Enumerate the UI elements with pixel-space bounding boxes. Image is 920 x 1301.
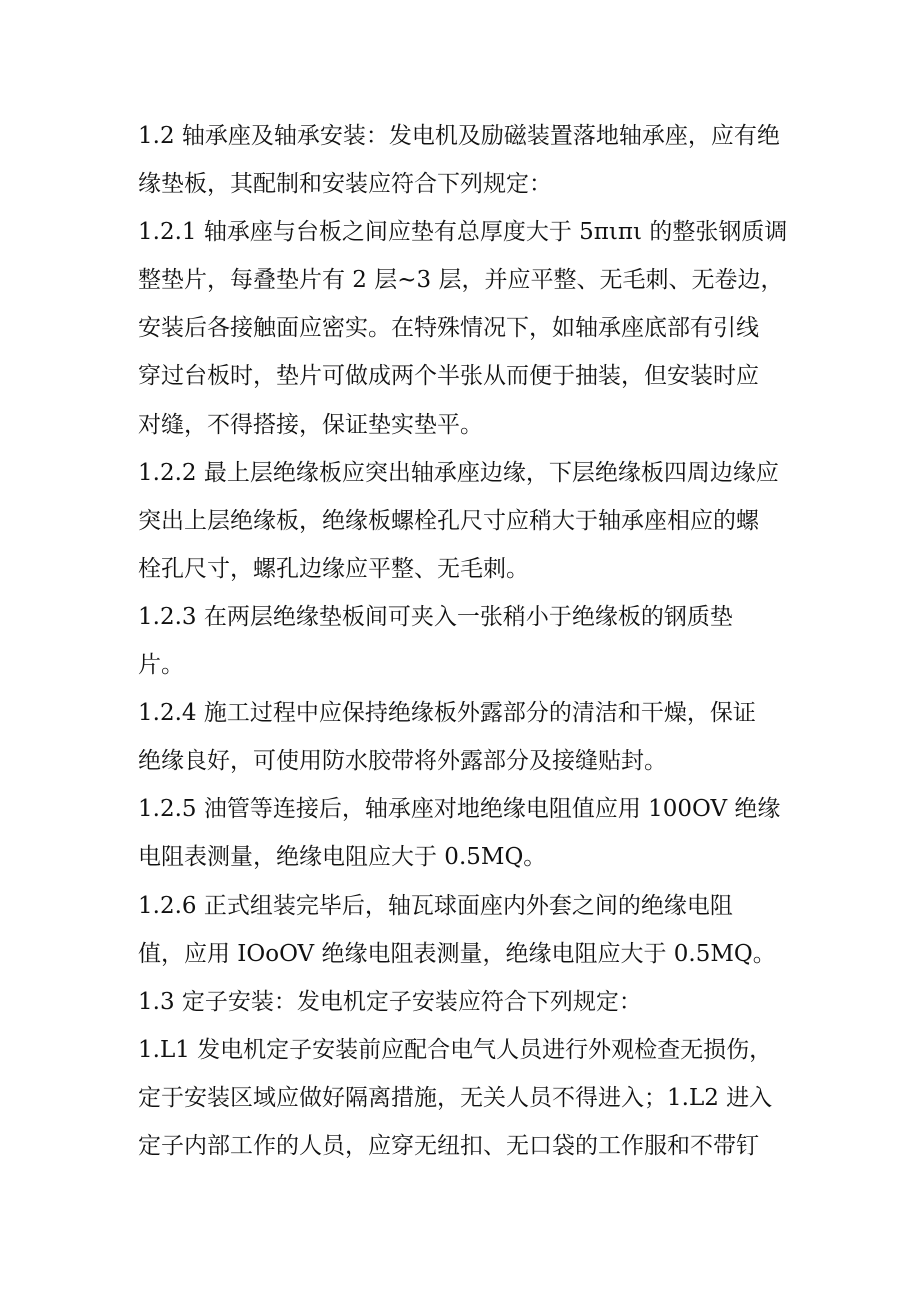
text-line-8: 1.2.2 最上层绝缘板应突出轴承座边缘，下层绝缘板四周边缘应: [138, 459, 779, 486]
text-line-15: 1.2.5 油管等连接后，轴承座对地绝缘电阻值应用 100OV 绝缘: [138, 796, 781, 823]
text-line-19: 1.3 定子安装：发电机定子安装应符合下列规定：: [138, 988, 642, 1015]
text-line-21: 定于安装区域应做好隔离措施，无关人员不得进入；1.L2 进入: [138, 1084, 773, 1111]
text-line-3: 1.2.1 轴承座与台板之间应垫有总厚度大于 5πιπι 的整张钢质调: [138, 219, 788, 246]
text-line-13: 1.2.4 施工过程中应保持绝缘板外露部分的清洁和干燥，保证: [138, 700, 756, 727]
text-line-4: 整垫片，每叠垫片有 2 层~3 层，并应平整、无毛刺、无卷边，: [138, 267, 784, 294]
text-line-22: 定子内部工作的人员，应穿无纽扣、无口袋的工作服和不带钉: [138, 1132, 759, 1159]
text-line-18: 值，应用 IOoOV 绝缘电阻表测量，绝缘电阻应大于 0.5MQ。: [138, 940, 776, 967]
text-line-7: 对缝，不得搭接，保证垫实垫平。: [138, 411, 483, 438]
text-line-14: 绝缘良好，可使用防水胶带将外露部分及接缝贴封。: [138, 748, 667, 775]
text-line-9: 突出上层绝缘板，绝缘板螺栓孔尺寸应稍大于轴承座相应的螺: [138, 507, 759, 534]
text-line-20: 1.L1 发电机定子安装前应配合电气人员进行外观检查无损伤，: [138, 1036, 773, 1063]
text-line-1: 1.2 轴承座及轴承安装：发电机及励磁装置落地轴承座，应有绝: [138, 123, 780, 149]
text-line-16: 电阻表测量，绝缘电阻应大于 0.5MQ。: [138, 844, 547, 871]
text-line-17: 1.2.6 正式组装完毕后，轴瓦球面座内外套之间的绝缘电阻: [138, 892, 733, 919]
text-line-12: 片。: [138, 652, 184, 679]
text-line-10: 栓孔尺寸，螺孔边缘应平整、无毛刺。: [138, 555, 529, 582]
text-line-5: 安装后各接触面应密实。在特殊情况下，如轴承座底部有引线: [138, 315, 759, 342]
document-body: [138, 112, 788, 1170]
text-line-11: 1.2.3 在两层绝缘垫板间可夹入一张稍小于绝缘板的钢质垫: [138, 603, 733, 630]
text-line-6: 穿过台板时，垫片可做成两个半张从而便于抽装，但安装时应: [138, 363, 759, 390]
text-line-2: 缘垫板，其配制和安装应符合下列规定：: [138, 171, 552, 198]
